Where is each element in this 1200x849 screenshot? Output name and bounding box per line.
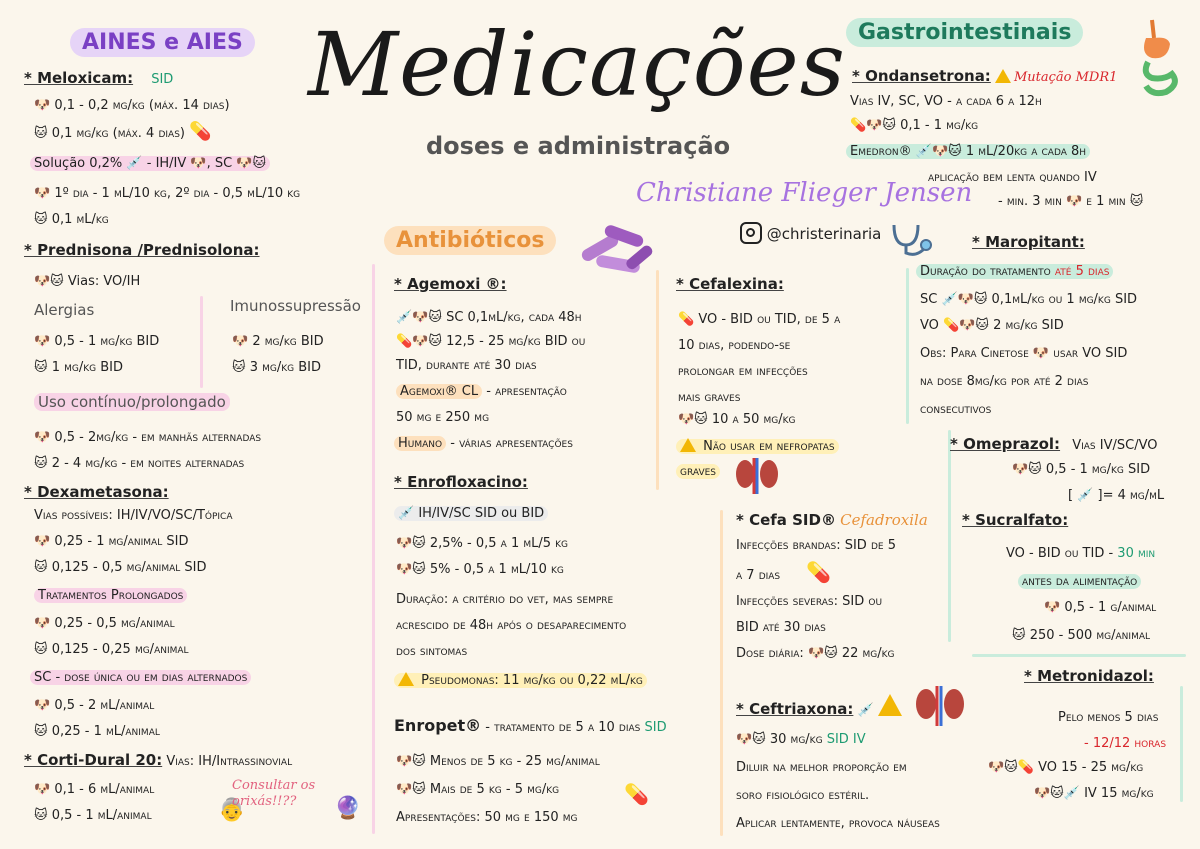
dog-icon: 🐶🐱💊 [988, 760, 1034, 775]
alergias-label: Alergias [34, 301, 95, 319]
cat-icon: 🐱 [34, 808, 48, 823]
list-item: consecutivos [920, 402, 992, 417]
dog-icon: 🐶 [34, 534, 51, 549]
dog-icon: 🐶🐱 [34, 274, 64, 289]
cefasid: * Cefa SID® Cefadroxila [736, 511, 928, 529]
list-item: 🐶🐱 Mais de 5 kg - 5 mg/kg [396, 782, 560, 797]
dog-icon: 🐶🐱 [736, 732, 766, 747]
section-gastro: Gastrointestinais [846, 18, 1083, 47]
meloxicam: * Meloxicam: SID [24, 69, 174, 87]
syringe-icon: 💉 [1077, 488, 1094, 503]
imuno-label: Imunossupressão [230, 297, 361, 315]
list-item: - min. 3 min 🐶 e 1 min 🐱 [998, 194, 1144, 209]
list-item: 🐶 0,25 - 1 mg/animal SID [34, 534, 189, 549]
pill-icon: 💊 [806, 560, 832, 584]
list-item: Dose diária: 🐶🐱 22 mg/kg [736, 646, 895, 661]
syringe-icon: 💉 [126, 156, 143, 171]
warning-icon [995, 69, 1011, 83]
dog-icon: 🐶🐱 [396, 782, 426, 797]
list-item: 🐱 1 mg/kg BID [34, 360, 123, 375]
list-item: 50 mg e 250 mg [396, 410, 490, 425]
list-item: prolongar em infecções [678, 364, 808, 379]
list-item: Obs: Para Cinetose 🐶 usar VO SID [920, 346, 1128, 361]
kidney-icon [734, 456, 780, 500]
list-item: 🐶 0,5 - 2mg/kg - em manhãs alternadas [34, 430, 262, 445]
dog-icon: 🐶 [1044, 600, 1061, 615]
list-item: antes da alimentação [1018, 574, 1141, 590]
warning-icon [878, 694, 902, 716]
dog-icon: 🐶 [1065, 194, 1083, 209]
pill-icon: 💊🐶🐱 [396, 334, 442, 349]
list-item: VO - BID ou TID - 30 min [1006, 546, 1156, 561]
list-item: 🐱 0,25 - 1 mL/animal [34, 724, 160, 739]
consultar-note: Consultar os orixás!!?? [232, 778, 316, 809]
dog-icon: 🐶 [190, 156, 207, 171]
cat-icon: 🐱 [232, 360, 246, 375]
list-item: na dose 8mg/kg por até 2 dias [920, 374, 1089, 389]
dog-icon: 🐶 [232, 334, 249, 349]
ceftriaxona: * Ceftriaxona: 💉 [736, 694, 905, 719]
list-item: Diluir na melhor proporção em [736, 760, 907, 775]
enropet: Enropet® - tratamento de 5 a 10 dias SID [394, 716, 667, 735]
list-item: 10 dias, podendo-se [678, 338, 791, 353]
list-item: 💉 IH/IV/SC SID ou BID [394, 506, 548, 522]
cat-icon: 🐱 [34, 560, 48, 575]
list-item: 🐶🐱💉 IV 15 mg/kg [1034, 786, 1154, 801]
dog-icon: 🐶 [34, 334, 51, 349]
syringe-icon: 💉 [857, 703, 874, 718]
list-item: Vias possíveis: IH/IV/VO/SC/Tópica [34, 508, 233, 523]
list-item: mais graves [678, 390, 741, 405]
list-item: dos sintomas [396, 644, 468, 659]
dog-icon: 🐶🐱 [396, 536, 426, 551]
list-item: Pseudomonas: 11 mg/kg ou 0,22 mL/kg [394, 672, 647, 689]
instagram-handle[interactable]: @christerinaria [740, 222, 881, 244]
list-item: 🐶 0,5 - 1 g/animal [1044, 600, 1157, 615]
list-item: a 7 dias 💊 [736, 560, 832, 584]
dog-icon: 🐶🐱 [678, 412, 708, 427]
dog-icon: 🐶 [34, 698, 51, 713]
list-item: 🐶 0,5 - 2 mL/animal [34, 698, 155, 713]
list-item: TID, durante até 30 dias [396, 358, 537, 373]
dog-icon: 🐶🐱 [1012, 462, 1042, 477]
list-item: SC - dose única ou em dias alternados [30, 670, 251, 686]
cat-icon: 🐱 [34, 360, 48, 375]
list-item: - 12/12 horas [1084, 736, 1167, 751]
dexametasona: * Dexametasona: [24, 483, 169, 501]
list-item: Pelo menos 5 dias [1058, 710, 1159, 725]
ondansetrona: * Ondansetrona: Mutação MDR1 [852, 67, 1118, 85]
list-item: Vias IV, SC, VO - a cada 6 a 12h [850, 94, 1042, 109]
list-item: Duração do tratamento até 5 dias [916, 264, 1113, 280]
list-item: 🐶🐱 2,5% - 0,5 a 1 mL/5 kg [396, 536, 569, 551]
pill-icon: 💊 [678, 312, 695, 327]
grandma-icon: 👵 [218, 798, 246, 823]
list-item: 🐱 250 - 500 mg/animal [1012, 628, 1151, 643]
dog-icon: 🐶🐱 [236, 156, 267, 171]
cat-icon: 🐱 [1129, 194, 1144, 209]
list-item: 💊🐶🐱 0,1 - 1 mg/kg [850, 118, 979, 133]
list-item: 🐱 2 - 4 mg/kg - em noites alternadas [34, 456, 245, 471]
list-item: 🐶 0,5 - 1 mg/kg BID [34, 334, 160, 349]
metronidazol: * Metronidazol: [1024, 667, 1154, 685]
list-item: 🐱 0,125 - 0,5 mg/animal SID [34, 560, 207, 575]
list-item: 🐶🐱 Menos de 5 kg - 25 mg/animal [396, 754, 600, 769]
cat-icon: 🐱 [34, 126, 48, 141]
list-item: 🐶 1º dia - 1 mL/10 kg, 2º dia - 0,5 mL/10 kg [34, 186, 301, 201]
syringe-icon: 💉 [398, 506, 415, 521]
dog-icon: 🐶 [34, 782, 51, 797]
list-item: soro fisiológico estéril. [736, 788, 870, 803]
dog-icon: 🐶 [1032, 346, 1050, 361]
list-item: Não usar em nefropatas [676, 438, 839, 455]
uso-continuo-label: Uso contínuo/prolongado [34, 394, 230, 410]
list-item: 🐶🐱 0,5 - 1 mg/kg SID [1012, 462, 1151, 477]
warning-icon [398, 672, 414, 686]
list-item: Tratamentos Prolongados [34, 588, 187, 604]
list-item: 🐶 0,1 - 6 mL/animal [34, 782, 155, 797]
cefalexina: * Cefalexina: [676, 275, 784, 293]
cat-icon: 🐱 [34, 212, 48, 227]
dog-icon: 🐶🐱 [396, 562, 426, 577]
warning-icon [680, 438, 696, 452]
stomach-icon [1138, 14, 1184, 98]
cat-icon: 🐱 [34, 456, 48, 471]
list-item: Humano - várias apresentações [394, 436, 573, 452]
dog-icon: 🐶 [34, 98, 51, 113]
prednisona: * Prednisona /Prednisolona: [24, 241, 260, 259]
dog-icon: 🐶🐱 [807, 646, 838, 661]
list-item: Emedron® 💉🐶🐱 1 mL/20kg a cada 8h [846, 144, 1090, 160]
list-item: Aplicar lentamente, provoca náuseas [736, 816, 940, 831]
list-item: Duração: a critério do vet, mas sempre [396, 592, 614, 607]
list-item: 🐶 2 mg/kg BID [232, 334, 324, 349]
list-item: 🐱 0,125 - 0,25 mg/animal [34, 642, 189, 657]
list-item: 💊 VO - BID ou TID, de 5 a [678, 312, 841, 327]
agemoxi: * Agemoxi ®: [394, 275, 507, 293]
list-item: Solução 0,2% 💉 - IH/IV 🐶, SC 🐶🐱 [30, 156, 270, 172]
dog-icon: 🐶 [34, 186, 51, 201]
list-item: VO 💊🐶🐱 2 mg/kg SID [920, 318, 1064, 333]
dog-icon: 🐶 [34, 616, 51, 631]
cortidural: * Corti-Dural 20: Vias: IH/Intrassinovial [24, 751, 293, 769]
section-antibioticos: Antibióticos [384, 226, 556, 255]
list-item: aplicação bem lenta quando IV [928, 170, 1097, 185]
pill-icon: 💊 [189, 121, 212, 142]
pill-icon: 💊🐶🐱 [943, 318, 989, 333]
list-item: 🐱 3 mg/kg BID [232, 360, 321, 375]
list-item: Infecções brandas: SID de 5 [736, 538, 896, 553]
enrofloxacino: * Enrofloxacino: [394, 473, 528, 491]
dog-icon: 🐶🐱 [396, 754, 426, 769]
syringe-icon: 💉🐶🐱 [941, 292, 988, 307]
list-item: 🐶🐱 Vias: VO/IH [34, 274, 141, 289]
list-item: 🐶🐱💊 VO 15 - 25 mg/kg [988, 760, 1144, 775]
maropitant: * Maropitant: [972, 233, 1085, 251]
list-item: 🐶🐱 30 mg/kg SID IV [736, 732, 866, 747]
dog-icon: 🐶 [34, 430, 51, 445]
syringe-icon: 💉🐶🐱 [915, 144, 962, 159]
list-item: 🐱 0,5 - 1 mL/animal [34, 808, 152, 823]
list-item: 🐶🐱 10 a 50 mg/kg [678, 412, 796, 427]
cat-icon: 🐱 [1012, 628, 1026, 643]
list-item: SC 💉🐶🐱 0,1mL/kg ou 1 mg/kg SID [920, 292, 1138, 307]
list-item: 💉🐶🐱 SC 0,1mL/kg, cada 48h [396, 310, 582, 325]
list-item: 🐶 0,25 - 0,5 mg/animal [34, 616, 175, 631]
cat-icon: 🐱 [34, 642, 48, 657]
list-item: Infecções severas: SID ou [736, 594, 883, 609]
list-item: BID até 30 dias [736, 620, 826, 635]
bacteria-icon [574, 222, 660, 284]
list-item: 🐶 0,1 - 0,2 mg/kg (máx. 14 dias) [34, 98, 230, 113]
crystal-ball-icon: 🔮 [334, 796, 362, 821]
page-subtitle: doses e administração [426, 132, 731, 160]
list-item: Apresentações: 50 mg e 150 mg [396, 810, 578, 825]
syringe-icon: 💉🐶🐱 [396, 310, 442, 325]
list-item: Agemoxi® CL - apresentação [396, 384, 567, 400]
sucralfato: * Sucralfato: [962, 511, 1069, 529]
omeprazol: * Omeprazol: Vias IV/SC/VO [950, 435, 1158, 453]
list-item: 💊🐶🐱 12,5 - 25 mg/kg BID ou [396, 334, 586, 349]
list-item: [ 💉 ]= 4 mg/mL [1068, 488, 1165, 503]
instagram-icon [740, 222, 762, 244]
page-title: Medicações [308, 13, 846, 116]
list-item: graves [676, 464, 720, 480]
kidney-icon [914, 684, 966, 732]
dog-icon: 🐶🐱💉 [1034, 786, 1080, 801]
list-item: 🐱 0,1 mL/kg [34, 212, 109, 227]
pill-icon: 💊🐶🐱 [850, 118, 896, 133]
pill-icon: 💊 [624, 782, 649, 806]
list-item: 🐱 0,1 mg/kg (máx. 4 dias) 💊 [34, 121, 212, 142]
stethoscope-icon [888, 215, 934, 259]
cat-icon: 🐱 [34, 724, 48, 739]
list-item: 🐶🐱 5% - 0,5 a 1 mL/10 kg [396, 562, 564, 577]
author-name: Christiane Flieger Jensen [636, 178, 973, 208]
list-item: acrescido de 48h após o desaparecimento [396, 618, 627, 633]
section-aines: AINES e AIES [70, 28, 255, 57]
